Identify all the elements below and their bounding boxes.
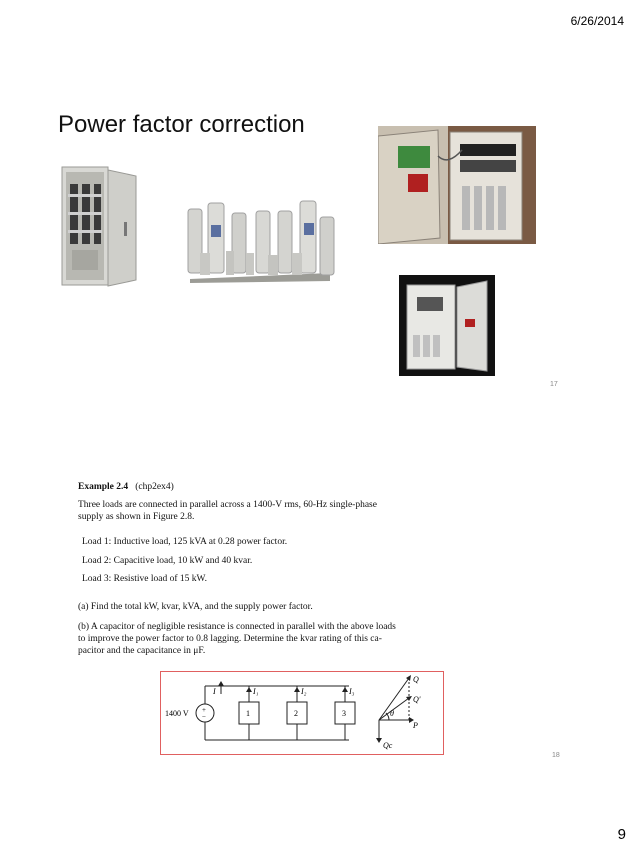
svg-text:+: + xyxy=(202,706,206,714)
part-b-line-1: (b) A capacitor of negligible resistance is connected in parallel with the above loads xyxy=(78,622,396,632)
small-panel-photo xyxy=(399,275,495,376)
phasor-q-prime-label: Q' xyxy=(413,695,421,704)
capacitor-cabinet-photo xyxy=(60,162,140,290)
page-number: 9 xyxy=(617,826,626,843)
load-1-text: Load 1: Inductive load, 125 kVA at 0.28 power factor. xyxy=(82,537,288,547)
load-3-text: Load 3: Resistive load of 15 kW. xyxy=(82,574,207,584)
svg-text:−: − xyxy=(202,713,206,721)
phasor-p-label: P xyxy=(413,721,418,730)
load-2-text: Load 2: Capacitive load, 10 kW and 40 kvar. xyxy=(82,556,253,566)
power-triangle-phasor xyxy=(376,675,414,743)
phasor-q-label: Q xyxy=(413,675,419,684)
intro-line-2: supply as shown in Figure 2.8. xyxy=(78,512,195,522)
load-3-label: 3 xyxy=(342,709,346,718)
example-heading xyxy=(78,482,174,492)
slide-number: 18 xyxy=(552,752,560,759)
current-1-label: I₁ xyxy=(253,687,259,696)
part-a-text: (a) Find the total kW, kvar, kVA, and the supply power factor. xyxy=(78,602,313,612)
source-label: 1400 V xyxy=(165,709,189,718)
load-1-label: 1 xyxy=(246,709,250,718)
phasor-theta-label: θ xyxy=(390,709,394,718)
current-total-label: I xyxy=(213,687,216,696)
current-3-label: I₃ xyxy=(349,687,355,696)
example-code: (chp2ex4) xyxy=(135,482,174,492)
slide-number: 17 xyxy=(550,381,558,388)
capacitor-units-photo xyxy=(180,195,340,283)
slide-title: Power factor correction xyxy=(58,111,305,138)
date-stamp: 6/26/2014 xyxy=(570,14,624,28)
phasor-qc-label: Qc xyxy=(383,741,393,750)
circuit-diagram xyxy=(160,671,444,755)
load-2-label: 2 xyxy=(294,709,298,718)
part-b-line-2: to improve the power factor to 0.8 lagging. Determine the kvar rating of this ca- xyxy=(78,634,382,644)
intro-line-1: Three loads are connected in parallel across a 1400-V rms, 60-Hz single-phase xyxy=(78,500,377,510)
open-panel-photo xyxy=(378,126,536,244)
example-label: Example 2.4 xyxy=(78,482,129,492)
part-b-line-3: pacitor and the capacitance in μF. xyxy=(78,646,206,656)
current-2-label: I₂ xyxy=(301,687,307,696)
